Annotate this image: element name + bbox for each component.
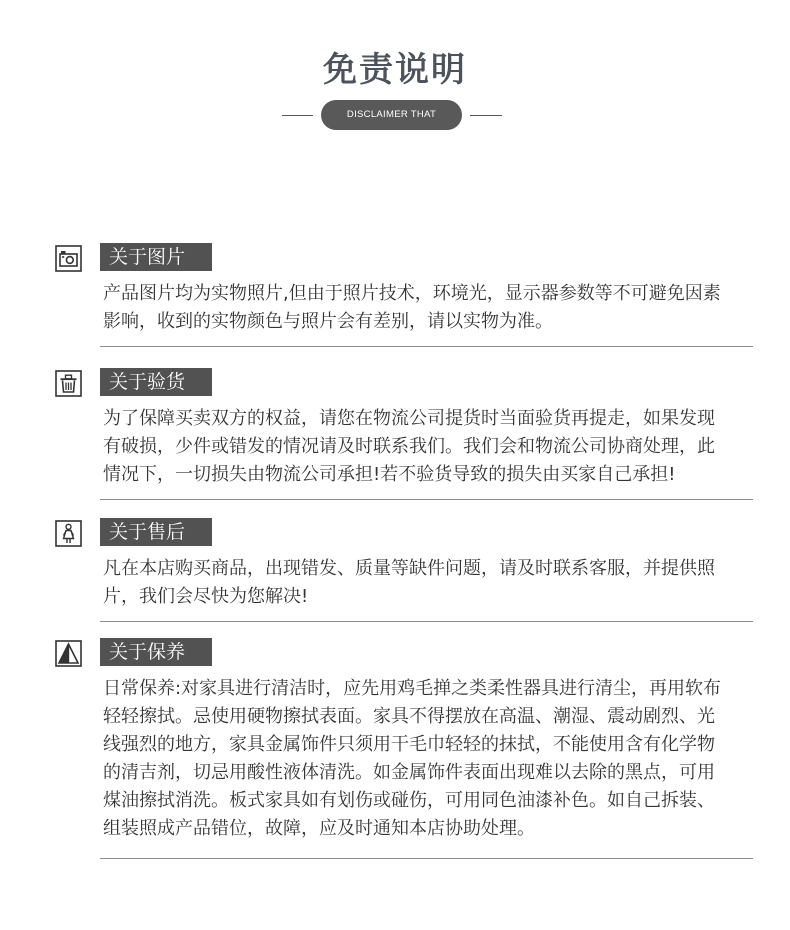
section-divider [100, 499, 753, 500]
person-icon-graphic [55, 520, 82, 547]
triangle-icon [55, 640, 82, 667]
section-divider [100, 858, 753, 859]
section-heading: 关于保养 [100, 638, 212, 666]
section-body [103, 280, 721, 336]
body-line: 煤油擦拭消洗。板式家具如有划伤或碰伤，可用同色油漆补色。如自己拆装、 [103, 790, 715, 811]
camera-icon-graphic [55, 245, 82, 272]
body-line: 情况下，一切损失由物流公司承担!若不验货导致的损失由买家自己承担! [103, 464, 676, 485]
section-heading: 关于售后 [100, 518, 212, 546]
body-line: 为了保障买卖双方的权益，请您在物流公司提货时当面验货再提走，如果发现 [103, 408, 715, 429]
package-icon-graphic [55, 370, 82, 397]
triangle-icon-graphic [55, 640, 82, 667]
subtitle-badge: DISCLAIMER THAT [321, 100, 462, 130]
section-heading: 关于验货 [100, 368, 212, 396]
page-title: 免责说明 [323, 50, 467, 90]
body-line: 有破损，少件或错发的情况请及时联系我们。我们会和物流公司协商处理，此 [103, 436, 715, 457]
section-about-maintenance [0, 638, 790, 868]
body-line: 组装照成产品错位，故障，应及时通知本店协助处理。 [103, 818, 535, 839]
person-icon [55, 520, 82, 547]
section-divider [100, 621, 753, 622]
body-line: 轻轻擦拭。忌使用硬物擦拭表面。家具不得摆放在高温、潮湿、震动剧烈、光 [103, 706, 715, 727]
body-line: 凡在本店购买商品，出现错发、质量等缺件问题，请及时联系客服，并提供照 [103, 558, 715, 579]
section-divider [100, 346, 753, 347]
package-icon [55, 370, 82, 397]
subtitle-rule-right [470, 115, 502, 116]
section-body [103, 675, 721, 843]
body-line: 日常保养:对家具进行清洁时，应先用鸡毛掸之类柔性器具进行清尘，再用软布 [103, 678, 722, 699]
body-line: 片，我们会尽快为您解决! [103, 586, 309, 607]
subtitle-rule-left [282, 115, 313, 116]
section-body [103, 405, 715, 489]
camera-icon [55, 245, 82, 272]
body-line: 线强烈的地方，家具金属饰件只须用干毛巾轻轻的抹拭，不能使用含有化学物 [103, 734, 715, 755]
body-line: 影响，收到的实物颜色与照片会有差别，请以实物为准。 [103, 311, 553, 332]
section-heading: 关于图片 [100, 243, 212, 271]
body-line: 产品图片均为实物照片,但由于照片技术，环境光，显示器参数等不可避免因素 [103, 283, 721, 304]
body-line: 的清吉剂，切忌用酸性液体清洗。如金属饰件表面出现难以去除的黑点，可用 [103, 762, 715, 783]
section-body [103, 555, 715, 611]
